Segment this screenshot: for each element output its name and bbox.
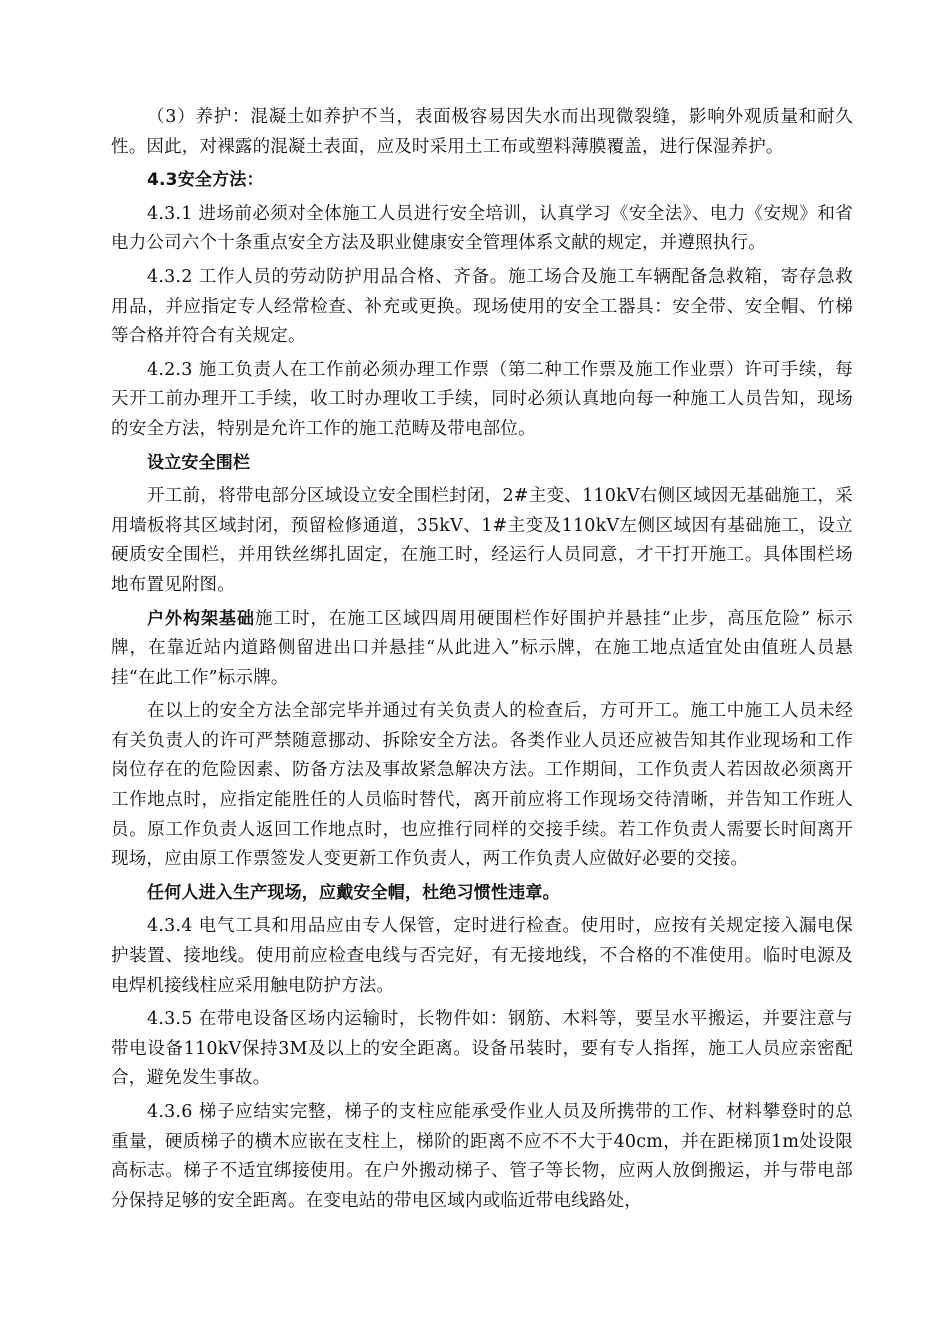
outdoor-paragraph	[111, 605, 853, 694]
paragraph-4-3-4: 4.3.4 电气工具和用品应由专人保管，定时进行检查。使用时，应按有关规定接入漏电保护装置、接地线。使用前应检查电线与否完好，有无接地线，不合格的不准使用。临时电源及电焊机接线柱应采用触电防护方法。	[111, 916, 853, 996]
paragraph-4-3-5: 4.3.5 在带电设备区场内运输时，长物件如：钢筋、木料等，要呈水平搬运，并要注意与带电设备110kV保持3M及以上的安全距离。设备吊装时，要有专人指挥，施工人员应亲密配合，避免发生事故。	[111, 1009, 853, 1089]
helmet-rule: 任何人进入生产现场，应戴安全帽，杜绝习惯性违章。	[147, 882, 560, 903]
fence-heading: 设立安全围栏	[147, 452, 251, 473]
measures-paragraph: 在以上的安全方法全部完毕并通过有关负责人的检查后，方可开工。施工中施工人员未经有关负责人的许可严禁随意挪动、拆除安全方法。各类作业人员还应被告知其作业现场和工作岗位存在的危险因素、防备方法及事故紧急解决方法。工作期间，工作负责人若因故必须离开工作地点时，应指定能胜任的人员临时替代，离开前应将工作现场交待清晰，并告知工作班人员。原工作负责人返回工作地点时，也应推行同样的交接手续。若工作负责人需要长时间离开现场，应由原工作票签发人变更新工作负责人，两工作负责人应做好必要的交接。	[111, 701, 853, 870]
document-page	[111, 103, 853, 1216]
outdoor-bold-lead: 户外构架基础	[147, 608, 255, 629]
paragraph-4-3-1: 4.3.1 进场前必须对全体施工人员进行安全培训，认真学习《安全法》、电力《安规》和省电力公司六个十条重点安全方法及职业健康安全管理体系文献的规定，并遵照执行。	[111, 203, 853, 254]
paragraph-4-2-3: 4.2.3 施工负责人在工作前必须办理工作票（第二种工作票及施工作业票）许可手续，每天开工前办理开工手续，收工时办理收工手续，同时必须认真地向每一种施工人员告知，现场的安全方法，特别是允许工作的施工范畴及带电部位。	[111, 359, 853, 439]
paragraph-4-3-2: 4.3.2 工作人员的劳动防护用品合格、齐备。施工场合及施工车辆配备急救箱，寄存急救用品，并应指定专人经常检查、补充或更换。现场使用的安全工器具：安全带、安全帽、竹梯等合格并符合有关规定。	[111, 266, 853, 347]
paragraph-4-3-6: 4.3.6 梯子应结实完整，梯子的支柱应能承受作业人员及所携带的工作、材料攀登时的总重量，硬质梯子的横木应嵌在支柱上，梯阶的距离不应不不大于40cm，并在距梯顶1m处设限高标志。梯子不适宜绑接使用。在户外搬动梯子、管子等长物，应两人放倒搬运，并与带电部分保持足够的安全距离。在变电站的带电区域内或临近带电线路处，	[111, 1102, 853, 1211]
section-heading-4-3: 4.3安全方法：	[147, 170, 264, 191]
fence-paragraph: 开工前，将带电部分区域设立安全围栏封闭，2#主变、110kV右侧区域因无基础施工，采用墙板将其区域封闭，预留检修通道，35kV、1#主变及110kV左侧区域因有基础施工，设立硬质安全围栏，并用铁丝绑扎固定，在施工时，经运行人员同意，才干打开施工。具体围栏场地布置见附图。	[111, 486, 853, 595]
outdoor-text: 施工时，在施工区域四周用硬围栏作好围护并悬挂“止步，高压危险” 标示牌，在靠近站内道路侧留进出口并悬挂“从此进入”标示牌，在施工地点适宜处由值班人员悬挂“在此工作”标示牌。	[111, 608, 853, 688]
curing-paragraph: （3）养护：混凝土如养护不当，表面极容易因失水而出现微裂缝，影响外观质量和耐久性。因此，对裸露的混凝土表面，应及时采用土工布或塑料薄膜覆盖，进行保湿养护。	[111, 107, 853, 157]
